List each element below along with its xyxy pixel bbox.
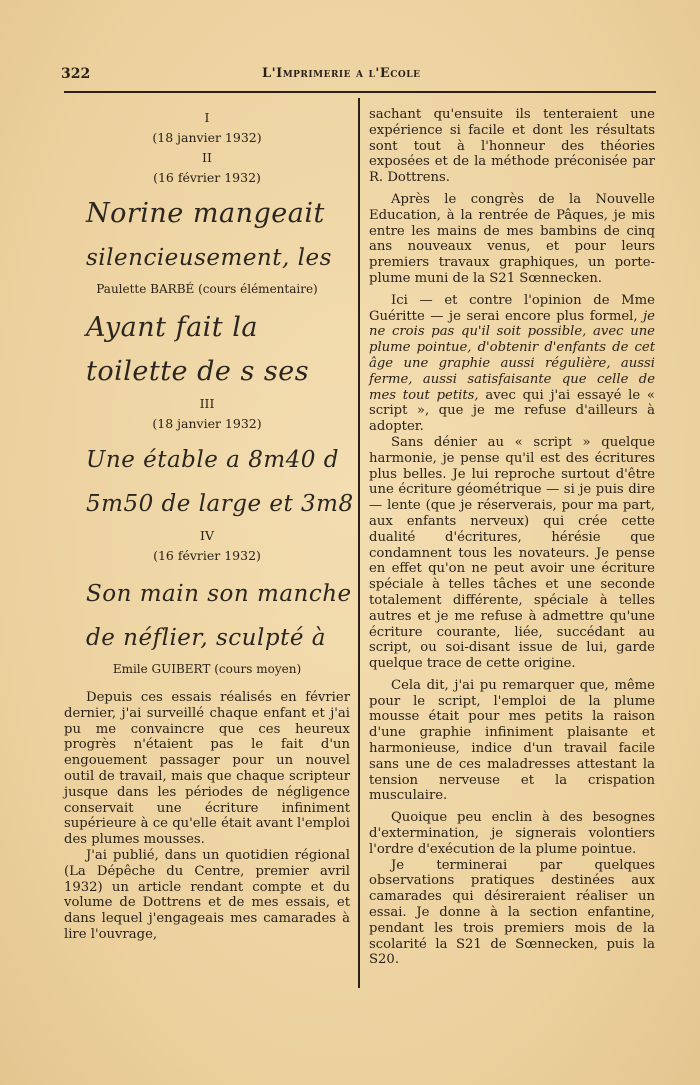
italic-text-run: je ne crois pas qu'il soit possible, avec une plume pointue, d'obtenir d'enfants de cet âge une graphie aussi régulière, aussi ferme, aussi satisfaisante que celle de mes tout petits, [369,308,655,403]
body-paragraph: Je terminerai par quelques observations pratiques destinées aux camarades qui désireraient réaliser un essai. Je donne à la section enfantine, pendant les trois premiers mois de la scolarité la S21 de Sœnnecken, puis la S20. [369,857,655,968]
text-run: avec qui j'ai essayé le « script », que je me refuse d'ailleurs à adopter. [369,387,656,435]
column-divider [358,98,360,988]
running-title: L'Imprimerie a l'Ecole [262,66,421,81]
handwriting-sample-3-line-1: Une étable a 8m40 d [86,447,339,473]
left-column [64,108,354,943]
sample-caption-1: Paulette BARBÉ (cours élémentaire) [96,282,318,296]
section-date-ii: (16 février 1932) [153,170,261,185]
section-label-iv: IV [200,528,214,543]
handwriting-sample-2-line-1: Ayant fait la [86,312,258,343]
section-label-iii: III [199,396,215,411]
handwriting-sample-1-line-1: Norine mangeait [86,198,325,229]
section-label-ii: II [202,150,212,165]
body-paragraph: Après le congrès de la Nouvelle Education, à la rentrée de Pâques, je mis entre les mains de mes bambins de cinq ans nouveaux venus, et pour leurs premiers travaux graphiques, un porte-plume muni de la S21 Sœnnecken. [369,191,655,286]
section-date-iii: (18 janvier 1932) [152,416,262,431]
section-date-i: (18 janvier 1932) [152,130,262,145]
body-paragraph: Quoique peu enclin à des besognes d'extermination, je signerais volontiers l'ordre d'exécution de la plume pointue. [369,810,655,857]
sample-caption-2: Emile GUIBERT (cours moyen) [112,662,302,676]
body-paragraph: Depuis ces essais réalisés en février dernier, j'ai surveillé chaque enfant et j'ai pu me convaincre que ces heureux progrès n'étaient pas le fait d'un engouement passager pour un nouvel outil de travail, mais que chaque scripteur jusque dans les périodes de négligence conservait une écriture infiniment supérieure à ce qu'elle était avant l'emploi des plumes mousses. [64,690,350,848]
header-rule [64,91,656,93]
right-column [369,107,655,968]
handwriting-sample-4-line-1: Son main son manche [86,581,352,607]
handwriting-sample-3-line-2: 5m50 de large et 3m8 [86,491,354,517]
section-label-i: I [204,110,210,125]
body-paragraph: J'ai publié, dans un quotidien régional (La Dépêche du Centre, premier avril 1932) un article rendant compte et du volume de Dottrens et de mes essais, et dans lequel j'engageais mes camarades à lire l'ouvrage, [64,847,350,942]
body-paragraph: Sans dénier au « script » quelque harmonie, je pense qu'il est des écritures plus belles. Je lui reproche surtout d'être une écriture géométrique — si je puis dire — lente (que je réserverais, pour ma part, aux enfants nerveux) qui crée cette dualité d'écritures, hérésie que condamnent tous les novateurs. Je pense en effet qu'on ne peut avoir une écriture spéciale à telles tâches et une seconde totalement différente, spéciale à telles autres et je me refuse à admettre qu'une écriture courante, liée, succédant au script, ou soi-disant issue de lui, garde quelque trace de cette origine. [369,434,655,672]
handwriting-sample-4-line-2: de néflier, sculpté à [86,625,326,651]
handwriting-sample-1-line-2: silencieusement, les [86,245,332,271]
handwriting-sample-2-line-2: toilette de s ses [86,356,310,387]
page-number: 322 [61,66,91,82]
body-paragraph: sachant qu'ensuite ils tenteraient une expérience si facile et dont les résultats sont tout à l'honneur des théories exposées et de la méthode préconisée par R. Dottrens. [369,107,655,186]
text-run: Ici — et contre l'opinion de Mme Guéritte — je serai encore plus formel, [369,292,655,324]
body-paragraph: Cela dit, j'ai pu remarquer que, même pour le script, l'emploi de la plume mousse était pour mes petits la raison d'une graphie infiniment plaisante et harmonieuse, indice d'un travail facile sans une de ces maladresses attestant la tension nerveuse et la crispation musculaire. [369,677,655,804]
section-date-iv: (16 février 1932) [153,548,261,563]
body-paragraph [369,293,655,435]
